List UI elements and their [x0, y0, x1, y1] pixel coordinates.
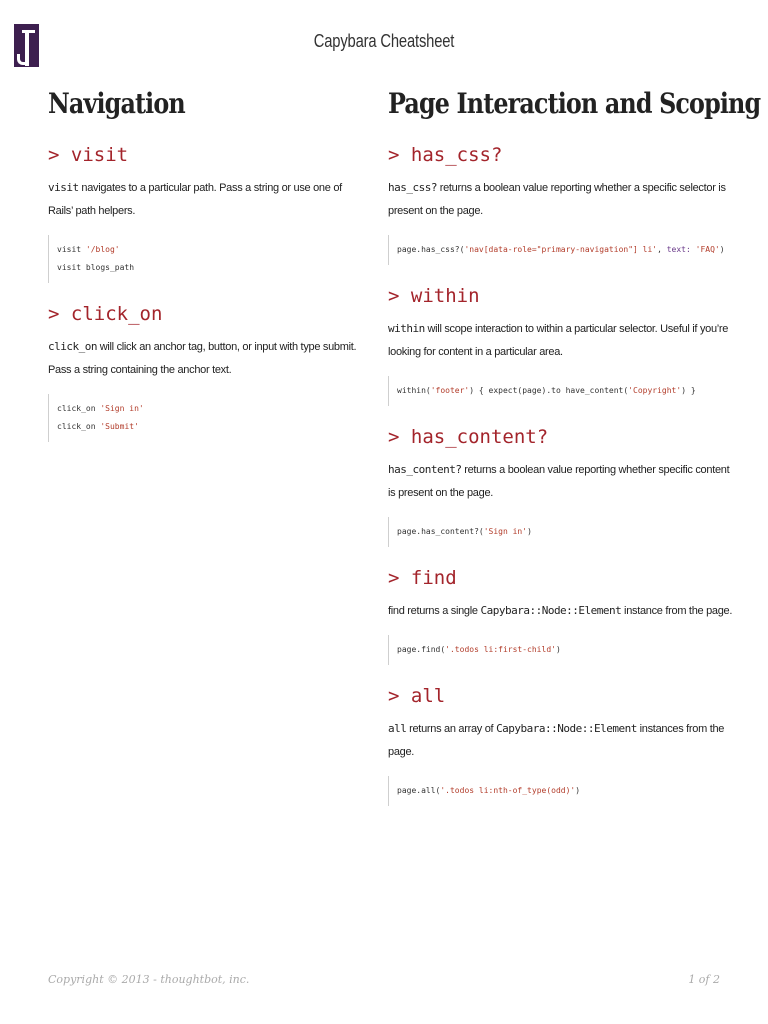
method-name: > find	[388, 567, 457, 589]
page-number: 1 of 2	[688, 973, 720, 986]
method-description: within will scope interaction to within a particular selector. Useful if you’re looking for content in a particular area.	[388, 322, 729, 358]
code-example: page.has_css?('nav[data-role="primary-navigation"] li', text: 'FAQ')	[388, 235, 733, 265]
method-name: > has_css?	[388, 144, 503, 166]
navigation-column	[48, 84, 368, 460]
method-name: > visit	[48, 144, 129, 166]
method-description: has_content? returns a boolean value reporting whether specific content is present on the page.	[388, 463, 730, 499]
method-name: > has_content?	[388, 426, 549, 448]
code-example: page.has_content?('Sign in')	[388, 517, 733, 547]
method-name: > all	[388, 685, 446, 707]
code-example: click_on 'Sign in' click_on 'Submit'	[48, 394, 368, 442]
method-description: find returns a single Capybara::Node::Element instance from the page.	[388, 604, 733, 617]
code-example: visit '/blog' visit blogs_path	[48, 235, 368, 283]
method-name: > within	[388, 285, 480, 307]
thoughtbot-logo	[14, 24, 39, 67]
code-example: page.all('.todos li:nth-of_type(odd)')	[388, 776, 733, 806]
method-description: all returns an array of Capybara::Node::Element instances from the page.	[388, 722, 725, 758]
code-example: page.find('.todos li:first-child')	[388, 635, 733, 665]
method-name: > click_on	[48, 303, 163, 325]
code-example: within('footer') { expect(page).to have_content('Copyright') }	[388, 376, 733, 406]
navigation-heading: Navigation	[48, 87, 185, 120]
method-visit	[48, 142, 368, 283]
document-title: Capybara Cheatsheet	[313, 31, 455, 51]
copyright-notice: Copyright © 2013 - thoughtbot, inc.	[48, 973, 250, 986]
method-click-on	[48, 301, 368, 442]
method-description: visit navigates to a particular path. Pass a string or use one of Rails’ path helpers.	[48, 181, 342, 217]
method-has-content	[388, 424, 733, 547]
method-find	[388, 565, 733, 665]
page-interaction-column	[388, 84, 761, 824]
method-within	[388, 283, 733, 406]
page-interaction-heading: Page Interaction and Scoping	[388, 87, 761, 120]
method-has-css	[388, 142, 733, 265]
method-description: click_on will click an anchor tag, button, or input with type submit. Pass a string containing the anchor text.	[48, 340, 357, 376]
method-all	[388, 683, 733, 806]
method-description: has_css? returns a boolean value reporting whether a specific selector is present on the page.	[388, 181, 726, 217]
